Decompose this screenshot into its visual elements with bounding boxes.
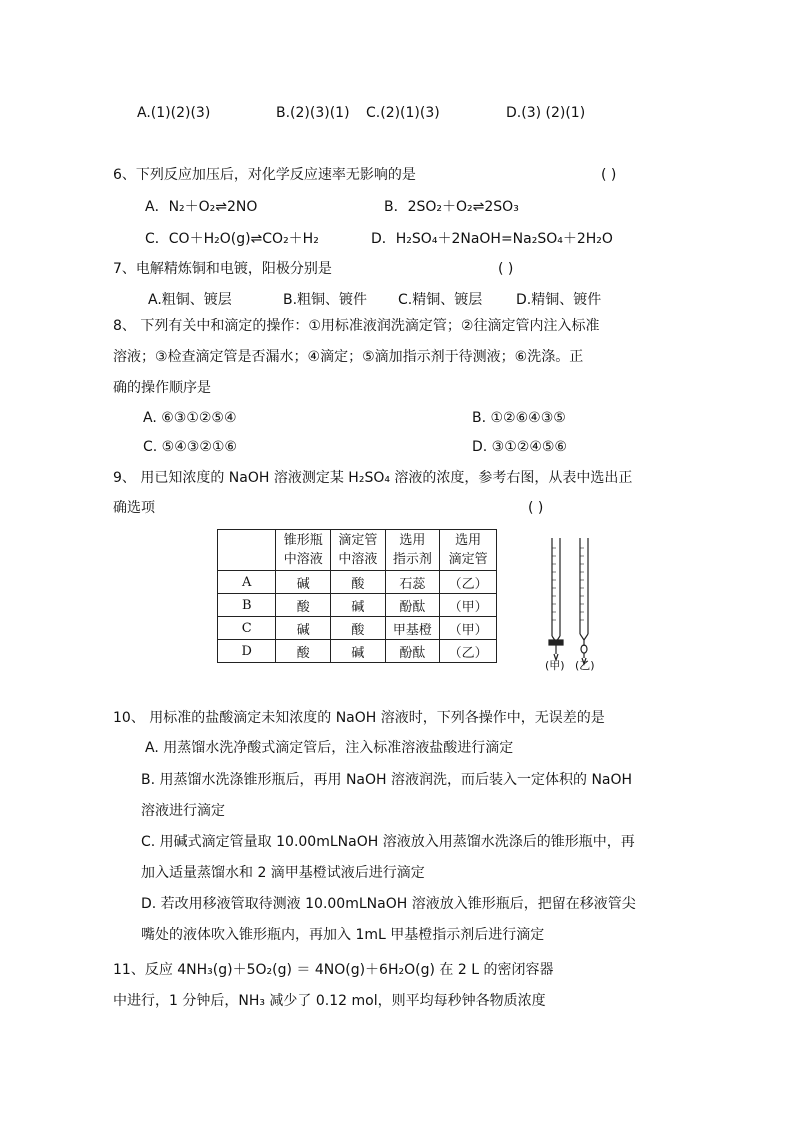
q10-option-d-line2: 嘴处的液体吹入锥形瓶内，再加入 1mL 甲基橙指示剂后进行滴定: [141, 927, 545, 943]
table-header-row: [218, 530, 497, 571]
table-header-cell: [385, 530, 440, 571]
q5-option-d: D.(3) (2)(1): [506, 105, 586, 121]
table-cell: （乙）: [440, 571, 497, 594]
header-flask-solution: 锥形瓶 中溶液: [283, 533, 323, 567]
q6-stem: 6、下列反应加压后，对化学反应速率无影响的是: [113, 167, 416, 183]
table-row: [218, 571, 497, 594]
burette-yi-icon: [580, 538, 588, 664]
q8-stem-line3: 确的操作顺序是: [113, 380, 211, 396]
table-cell: 碱: [331, 594, 386, 617]
q11-stem-line1: 11、反应 4NH₃(g)＋5O₂(g) ＝ 4NO(g)＋6H₂O(g) 在 2 L 的密闭容器: [113, 962, 554, 978]
table-header-cell: [331, 530, 386, 571]
q8-option-c: C. ⑤④③②①⑥: [143, 439, 237, 455]
q10-stem: 10、 用标准的盐酸滴定未知浓度的 NaOH 溶液时，下列各操作中，无误差的是: [113, 710, 605, 726]
table-cell: C: [218, 617, 276, 640]
table-cell: 酚酞: [385, 594, 440, 617]
q5-option-c: C.(2)(1)(3): [366, 105, 440, 121]
table-row: [218, 594, 497, 617]
table-header-cell: [276, 530, 331, 571]
table-header-cell: [218, 530, 276, 571]
q7-option-a: A.粗铜、镀层: [148, 292, 232, 308]
table-cell: （甲）: [440, 617, 497, 640]
q10-option-b-line1: B. 用蒸馏水洗涤锥形瓶后，再用 NaOH 溶液润洗，而后装入一定体积的 NaOH: [141, 772, 633, 788]
table-cell: 酚酞: [385, 640, 440, 663]
q6-option-c: C．CO＋H₂O(g)⇌CO₂＋H₂: [145, 231, 319, 247]
q8-option-b: B. ①②⑥④③⑤: [472, 410, 566, 426]
q10-option-b-line2: 溶液进行滴定: [141, 803, 225, 819]
table-cell: 石蕊: [385, 571, 440, 594]
table-cell: 酸: [331, 617, 386, 640]
table-row: [218, 617, 497, 640]
q9-stem-line2: 确选项: [113, 500, 155, 516]
q10-option-c-line1: C. 用碱式滴定管量取 10.00mLNaOH 溶液放入用蒸馏水洗涤后的锥形瓶中，再: [141, 834, 635, 850]
q8-stem-line2: 溶液；③检查滴定管是否漏水；④滴定；⑤滴加指示剂于待测液；⑥洗涤。正: [113, 349, 584, 365]
burette-jia-icon: [549, 538, 563, 660]
q6-option-a: A．N₂＋O₂⇌2NO: [145, 199, 258, 215]
q7-stem: 7、电解精炼铜和电镀，阳极分别是: [113, 261, 332, 277]
table-cell: 甲基橙: [385, 617, 440, 640]
q9-options-table: [217, 529, 497, 663]
burette-label-jia: (甲): [545, 659, 565, 672]
q10-option-c-line2: 加入适量蒸馏水和 2 滴甲基橙试液后进行滴定: [141, 865, 425, 881]
header-burette: 选用 滴定管: [448, 533, 488, 567]
q7-answer-paren: ( ): [498, 261, 514, 277]
table-cell: （甲）: [440, 594, 497, 617]
table-cell: 酸: [331, 571, 386, 594]
q6-option-b: B．2SO₂＋O₂⇌2SO₃: [384, 199, 519, 215]
q9-answer-paren: ( ): [528, 500, 544, 516]
q6-option-d: D．H₂SO₄＋2NaOH=Na₂SO₄＋2H₂O: [371, 231, 613, 247]
table-cell: D: [218, 640, 276, 663]
table-cell: 碱: [276, 571, 331, 594]
q5-option-a: A.(1)(2)(3): [137, 105, 211, 121]
q6-answer-paren: ( ): [601, 167, 617, 183]
table-cell: 碱: [331, 640, 386, 663]
table-header-cell: [440, 530, 497, 571]
burettes-figure: [532, 536, 612, 676]
q8-stem-line1: 8、 下列有关中和滴定的操作：①用标准液润洗滴定管；②往滴定管内注入标准: [113, 318, 600, 334]
q11-stem-line2: 中进行，1 分钟后，NH₃ 减少了 0.12 mol，则平均每秒钟各物质浓度: [113, 993, 546, 1009]
q10-option-d-line1: D. 若改用移液管取待测液 10.00mLNaOH 溶液放入锥形瓶后，把留在移液管尖: [141, 896, 636, 912]
table-cell: 碱: [276, 617, 331, 640]
table-cell: B: [218, 594, 276, 617]
header-burette-solution: 滴定管 中溶液: [338, 533, 378, 567]
q7-option-c: C.精铜、镀层: [398, 292, 483, 308]
burette-label-yi: (乙): [575, 659, 595, 672]
table-cell: （乙）: [440, 640, 497, 663]
table-cell: A: [218, 571, 276, 594]
q8-option-d: D. ③①②④⑤⑥: [472, 439, 567, 455]
q5-option-b: B.(2)(3)(1): [276, 105, 350, 121]
q9-stem-line1: 9、 用已知浓度的 NaOH 溶液测定某 H₂SO₄ 溶液的浓度，参考右图，从表中选出正: [113, 470, 633, 486]
q8-option-a: A. ⑥③①②⑤④: [143, 410, 237, 426]
table-cell: 酸: [276, 640, 331, 663]
q7-option-b: B.粗铜、镀件: [283, 292, 368, 308]
q10-option-a: A. 用蒸馏水洗净酸式滴定管后，注入标准溶液盐酸进行滴定: [145, 740, 514, 756]
header-indicator: 选用 指示剂: [392, 533, 432, 567]
table-row: [218, 640, 497, 663]
q7-option-d: D.精铜、镀件: [516, 292, 602, 308]
table-cell: 酸: [276, 594, 331, 617]
